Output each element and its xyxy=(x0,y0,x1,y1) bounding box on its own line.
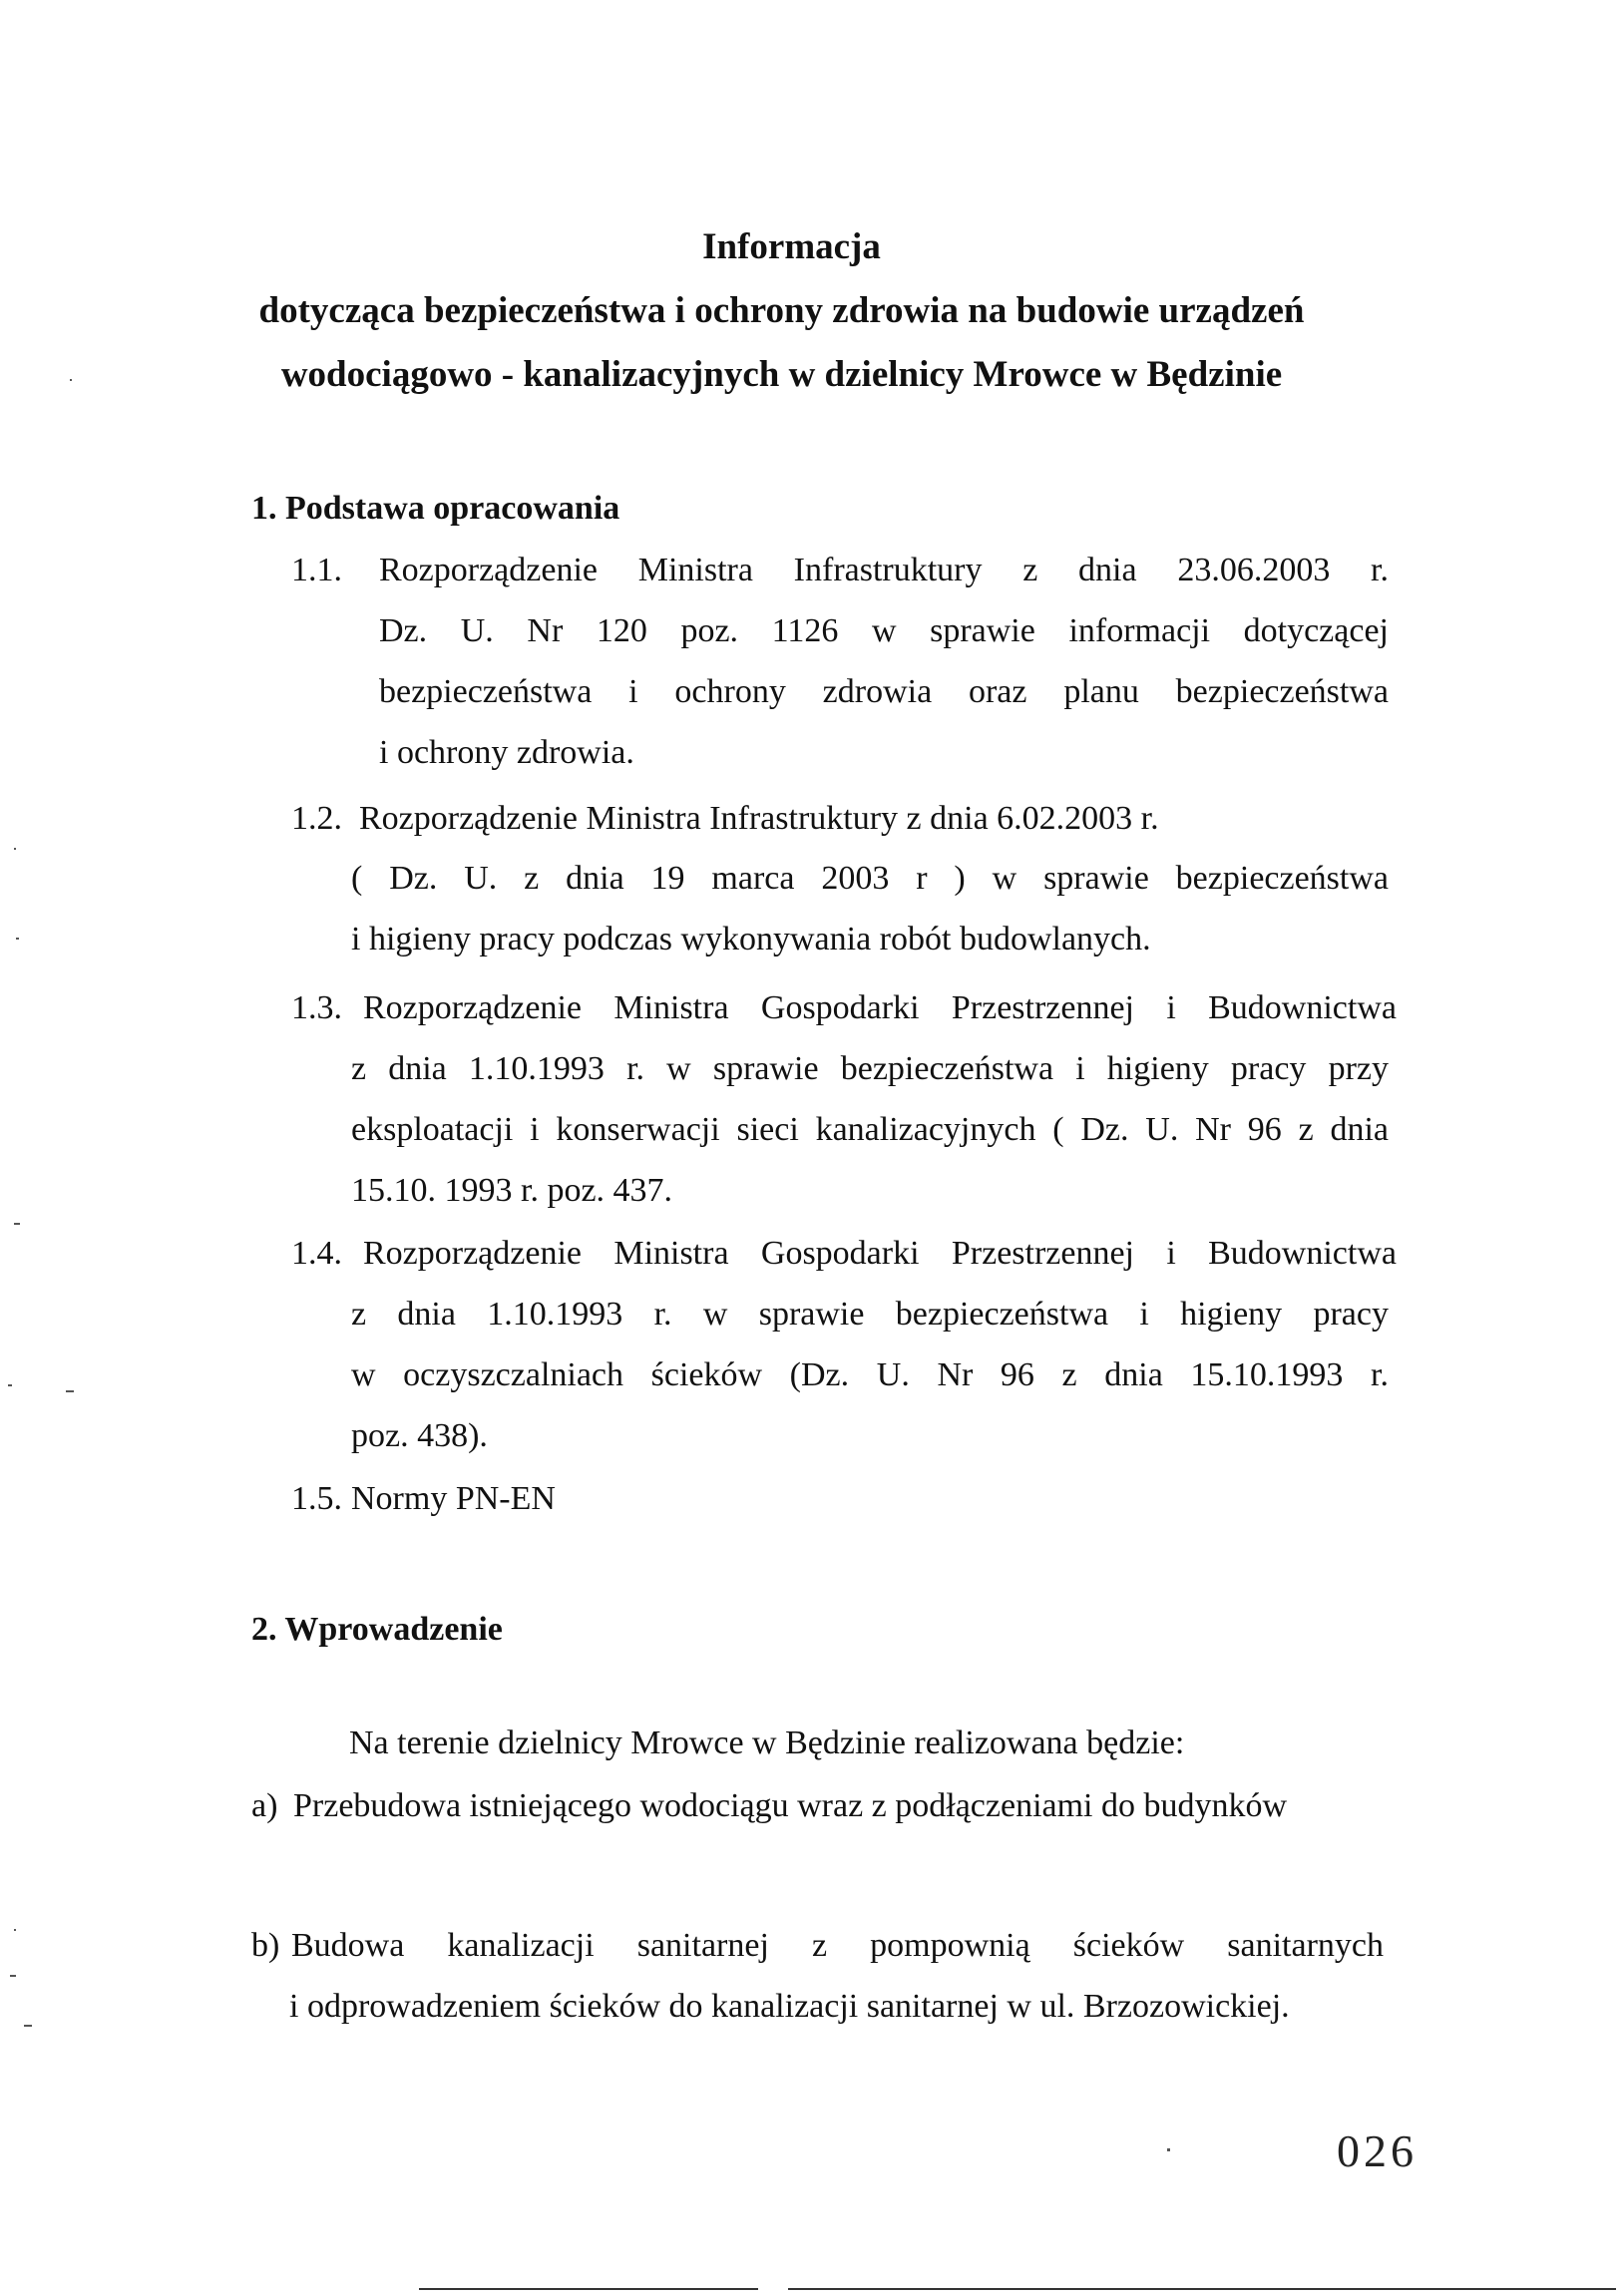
item-line: Rozporządzenie Ministra Infrastruktury z dnia 6.02.2003 r. xyxy=(359,800,1159,837)
title-line-1: Informacja xyxy=(702,226,881,267)
section-1-heading: 1. Podstawa opracowania xyxy=(251,490,620,527)
title-line-3: wodociągowo - kanalizacyjnych w dzielnicy Mrowce w Będzinie xyxy=(280,354,1283,395)
item-line: Normy PN-EN xyxy=(351,1480,556,1517)
page-number: 026 xyxy=(1337,2125,1418,2176)
item-number: 1.1. xyxy=(291,552,342,588)
item-line: 15.10. 1993 r. poz. 437. xyxy=(351,1172,673,1209)
document-title xyxy=(0,215,1623,407)
scan-speck xyxy=(14,1223,20,1225)
item-number: 1.4. xyxy=(291,1235,342,1272)
item-line: Rozporządzenie Ministra Infrastruktury z dnia 23.06.2003 r. xyxy=(379,552,1389,588)
item-number: 1.2. xyxy=(291,800,342,837)
scan-speck xyxy=(8,1384,12,1386)
item-line: poz. 438). xyxy=(351,1417,488,1454)
list-item-b-cont xyxy=(289,1976,1387,2037)
item-line: ( Dz. U. z dnia 19 marca 2003 r ) w sprawie bezpieczeństwa xyxy=(351,860,1389,897)
section-2-heading: 2. Wprowadzenie xyxy=(251,1611,503,1648)
scan-speck xyxy=(14,848,16,850)
item-line: bezpieczeństwa i ochrony zdrowia oraz planu bezpieczeństwa xyxy=(379,673,1389,710)
item-line: Dz. U. Nr 120 poz. 1126 w sprawie informacji dotyczącej xyxy=(379,612,1389,649)
item-line: z dnia 1.10.1993 r. w sprawie bezpieczeństwa i higieny pracy przy xyxy=(351,1050,1389,1087)
item-line: Przebudowa istniejącego wodociągu wraz z podłączeniami do budynków xyxy=(293,1787,1288,1824)
item-label: a) xyxy=(251,1787,278,1824)
bottom-rule xyxy=(419,2288,758,2290)
item-line: z dnia 1.10.1993 r. w sprawie bezpieczeństwa i higieny pracy xyxy=(351,1296,1389,1333)
section-2-intro: Na terenie dzielnicy Mrowce w Będzinie realizowana będzie: xyxy=(349,1724,1185,1761)
title-line-2: dotycząca bezpieczeństwa i ochrony zdrowia na budowie urządzeń xyxy=(258,290,1305,331)
list-item-1-2-cont xyxy=(351,848,1389,969)
scan-speck xyxy=(1167,2148,1170,2151)
item-line: Rozporządzenie Ministra Gospodarki Przestrzennej i Budownictwa xyxy=(363,989,1397,1026)
item-line: i ochrony zdrowia. xyxy=(379,734,634,771)
scan-speck xyxy=(24,2025,32,2027)
item-line: Rozporządzenie Ministra Gospodarki Przestrzennej i Budownictwa xyxy=(363,1235,1397,1272)
item-line: w oczyszczalniach ścieków (Dz. U. Nr 96 z dnia 15.10.1993 r. xyxy=(351,1356,1389,1393)
list-item-1-4-cont xyxy=(351,1284,1389,1466)
item-line: eksploatacji i konserwacji sieci kanalizacyjnych ( Dz. U. Nr 96 z dnia xyxy=(351,1111,1389,1148)
item-number: 1.5. xyxy=(291,1480,342,1517)
scan-speck xyxy=(66,1390,74,1392)
item-label: b) xyxy=(251,1927,280,1964)
scan-speck xyxy=(70,379,72,381)
scan-speck xyxy=(16,938,19,940)
scan-speck xyxy=(14,1929,16,1931)
item-line: i odprowadzeniem ścieków do kanalizacji sanitarnej w ul. Brzozowickiej. xyxy=(289,1988,1290,2025)
scan-speck xyxy=(10,1975,16,1977)
item-line: Budowa kanalizacji sanitarnej z pompownią ścieków sanitarnych xyxy=(291,1927,1384,1964)
item-number: 1.3. xyxy=(291,989,342,1026)
list-item-1-3-cont xyxy=(351,1038,1389,1221)
item-line: i higieny pracy podczas wykonywania robót budowlanych. xyxy=(351,921,1151,957)
bottom-rule xyxy=(788,2288,1616,2290)
list-item-1-1-cont xyxy=(379,600,1389,783)
